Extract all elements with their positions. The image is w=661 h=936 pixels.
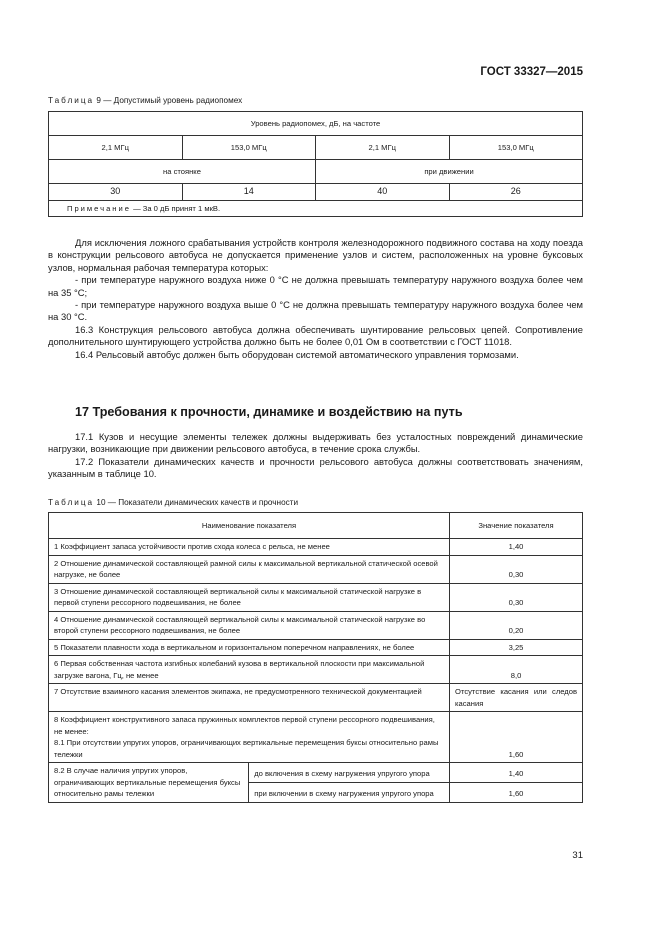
table10-row6-name: 6 Первая собственная частота изгибных колебаний кузова в вертикальной плоскости при максимальной загрузке вагона, Гц, не менее — [49, 656, 450, 684]
table9-mode-moving: при движении — [316, 160, 583, 184]
table9-caption-text: 9 — Допустимый уровень радиопомех — [96, 96, 243, 105]
table-row — [49, 555, 583, 583]
table10-row8-2-name: 8.2 В случае наличия упругих упоров, ограничивающих вертикальные перемещения буксы относительно рамы тележки — [49, 763, 249, 803]
table9-title: Уровень радиопомех, дБ, на частоте — [49, 112, 583, 136]
table10-caption-word: Таблица — [48, 498, 95, 507]
table10-row2-value: 0,30 — [450, 555, 583, 583]
table10-row8-name — [49, 712, 450, 763]
table9-value-3: 40 — [316, 184, 450, 201]
table10-row5-name: 5 Показатели плавности хода в вертикальном и горизонтальном поперечном направлениях, не более — [49, 639, 450, 656]
table10-row8-1-name: 8.1 При отсутствии упругих упоров, ограничивающих вертикальные перемещения буксы относительно рамы тележки — [54, 738, 439, 759]
table-row — [49, 763, 583, 783]
table10-row7-value: Отсутствие касания или следов касания — [450, 684, 583, 712]
table10-row1-name: 1 Коэффициент запаса устойчивости против схода колеса с рельса, не менее — [49, 539, 450, 556]
table9-note-word: Примечание — [67, 203, 131, 213]
table10-row3-name: 3 Отношение динамической составляющей вертикальной силы к максимальной статической нагрузке в первой ступени рессорного подвешивания, не более — [49, 583, 450, 611]
table9-caption-word: Таблица — [48, 96, 95, 105]
table9-value-1: 30 — [49, 184, 183, 201]
paragraph-16-3: 16.3 Конструкция рельсового автобуса должна обеспечивать шунтирование рельсовых цепей. Сопротивление дополнительного шунтирующего устройства должно быть не более 0,01 Ом в соответствии с ГОСТ 11018. — [48, 323, 583, 348]
table10-caption-text: 10 — Показатели динамических качеств и прочности — [96, 498, 299, 507]
table9-freq-1: 2,1 МГц — [49, 136, 183, 160]
table10-row8-2a-value: 1,40 — [450, 763, 583, 783]
table-9 — [48, 111, 583, 217]
table-row — [49, 539, 583, 556]
table10-col-name: Наименование показателя — [49, 513, 450, 539]
table10-row5-value: 3,25 — [450, 639, 583, 656]
page-number: 31 — [572, 850, 583, 861]
table10-row1-value: 1,40 — [450, 539, 583, 556]
paragraph-1: Для исключения ложного срабатывания устройств контроля железнодорожного подвижного состава на ходу поезда в конструкции рельсового автобуса не допускается применение узлов и систем, расположенных на уровне буксовых узлов, нормальная рабочая температура которых: — [48, 237, 583, 273]
table-row — [49, 611, 583, 639]
table10-row3-value: 0,30 — [450, 583, 583, 611]
table10-row8-title: 8 Коэффициент конструктивного запаса пружинных комплектов первой ступени рессорного подвешивания, не менее: — [54, 715, 435, 736]
table10-row2-name: 2 Отношение динамической составляющей рамной силы к максимальной вертикальной статической осевой нагрузке, не более — [49, 555, 450, 583]
table10-row4-value: 0,20 — [450, 611, 583, 639]
paragraph-3: - при температуре наружного воздуха выше 0 °С не должна превышать температуру наружного воздуха более чем на 30 °С. — [48, 299, 583, 323]
table10-row8-2b-value: 1,60 — [450, 782, 583, 802]
table10-col-value: Значение показателя — [450, 513, 583, 539]
table10-row6-value: 8,0 — [450, 656, 583, 684]
table10-caption — [48, 498, 298, 507]
paragraph-17-1: 17.1 Кузов и несущие элементы тележек должны выдерживать без усталостных повреждений динамические нагрузки, возникающие при движении рельсового автобуса, в течение срока службы. — [48, 431, 583, 455]
table10-row8-2b-name: при включении в схему нагружения упругого упора — [249, 782, 450, 802]
table10-row8-2a-name: до включения в схему нагружения упругого упора — [249, 763, 450, 783]
table-10 — [48, 512, 583, 803]
table9-value-2: 14 — [182, 184, 316, 201]
table9-freq-3: 2,1 МГц — [316, 136, 450, 160]
table-row — [49, 639, 583, 656]
table9-caption — [48, 96, 242, 105]
standard-header: ГОСТ 33327—2015 — [480, 66, 583, 78]
table10-row4-name: 4 Отношение динамической составляющей вертикальной силы к максимальной статической нагрузке во второй ступени рессорного подвешивания, не более — [49, 611, 450, 639]
table-row — [49, 656, 583, 684]
table10-row7-name: 7 Отсутствие взаимного касания элементов экипажа, не предусмотренного технической документацией — [49, 684, 450, 712]
table9-freq-4: 153,0 МГц — [449, 136, 583, 160]
table-row — [49, 684, 583, 712]
table9-note — [49, 200, 583, 217]
table10-row8-1-value: 1,60 — [450, 712, 583, 763]
table-row — [49, 712, 583, 763]
paragraph-17-2: 17.2 Показатели динамических качеств и прочности рельсового автобуса должны соответствовать значениям, указанным в таблице 10. — [48, 455, 583, 480]
section16-text — [48, 237, 583, 361]
section17-text — [48, 431, 583, 481]
table9-mode-parked: на стоянке — [49, 160, 316, 184]
table9-freq-2: 153,0 МГц — [182, 136, 316, 160]
paragraph-16-4: 16.4 Рельсовый автобус должен быть оборудован системой автоматического управления тормозами. — [75, 348, 519, 360]
table9-note-text: — За 0 дБ принят 1 мкВ. — [130, 203, 221, 213]
table-row — [49, 583, 583, 611]
paragraph-2: - при температуре наружного воздуха ниже 0 °С не должна превышать температуру наружного воздуха более чем на 35 °С; — [48, 274, 583, 298]
table9-value-4: 26 — [449, 184, 583, 201]
section17-title: 17 Требования к прочности, динамике и воздействию на путь — [75, 405, 463, 419]
